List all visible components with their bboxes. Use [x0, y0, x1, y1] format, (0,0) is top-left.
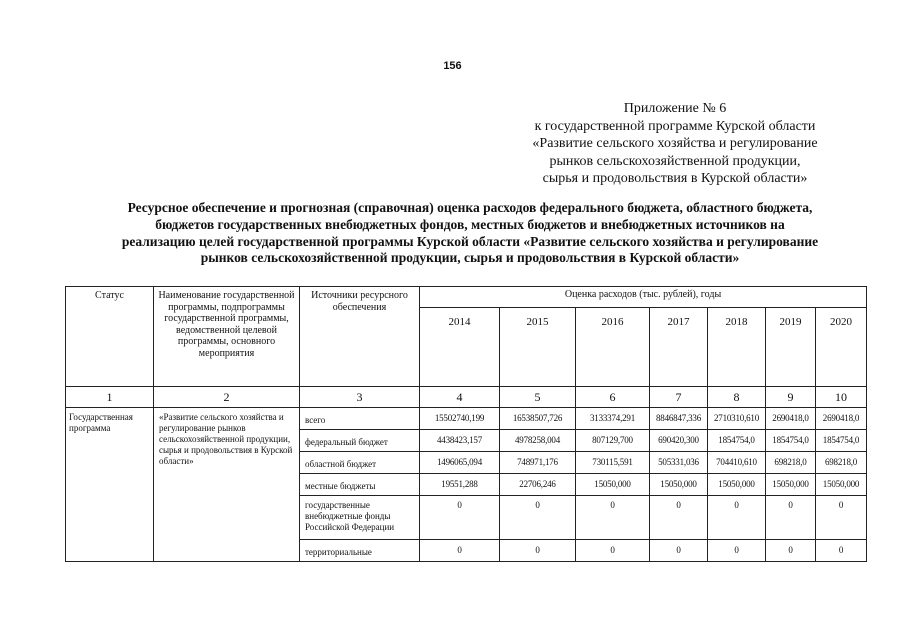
value-cell: 0 — [650, 540, 708, 562]
value-cell: 2690418,0 — [816, 408, 867, 430]
column-number: 1 — [66, 387, 154, 408]
value-cell: 19551,288 — [420, 474, 500, 496]
source-cell: местные бюджеты — [300, 474, 420, 496]
value-cell: 1496065,094 — [420, 452, 500, 474]
source-cell: федеральный бюджет — [300, 430, 420, 452]
value-cell: 698218,0 — [816, 452, 867, 474]
appendix-line: Приложение № 6 — [623, 101, 727, 116]
value-cell: 0 — [816, 540, 867, 562]
value-cell: 4438423,157 — [420, 430, 500, 452]
value-cell: 16538507,726 — [500, 408, 576, 430]
header-year: 2018 — [708, 308, 766, 387]
header-estimate: Оценка расходов (тыс. рублей), годы — [420, 287, 867, 308]
value-cell: 2710310,610 — [708, 408, 766, 430]
value-cell: 15050,000 — [650, 474, 708, 496]
header-name: Наименование государственной программы, подпрограммы государственной программы, ведомственной целевой программы, основного мероприятия — [154, 287, 300, 387]
column-number: 5 — [500, 387, 576, 408]
header-sources: Источники ресурсного обеспечения — [300, 287, 420, 387]
title-line: бюджетов государственных внебюджетных фондов, местных бюджетов и внебюджетных источников на — [155, 216, 785, 232]
value-cell: 807129,700 — [576, 430, 650, 452]
appendix-block — [510, 100, 840, 188]
page-number: 156 — [443, 60, 462, 72]
value-cell: 8846847,336 — [650, 408, 708, 430]
value-cell: 15050,000 — [576, 474, 650, 496]
value-cell: 704410,610 — [708, 452, 766, 474]
title-line: Ресурсное обеспечение и прогнозная (справочная) оценка расходов федерального бюджета, областного бюджета, — [127, 200, 813, 215]
document-title — [60, 200, 880, 267]
value-cell: 0 — [708, 540, 766, 562]
value-cell: 1854754,0 — [708, 430, 766, 452]
value-cell: 0 — [576, 540, 650, 562]
header-year: 2016 — [576, 308, 650, 387]
value-cell: 1854754,0 — [766, 430, 816, 452]
value-cell: 0 — [420, 496, 500, 540]
value-cell: 3133374,291 — [576, 408, 650, 430]
column-number: 10 — [816, 387, 867, 408]
value-cell: 2690418,0 — [766, 408, 816, 430]
value-cell: 505331,036 — [650, 452, 708, 474]
header-year: 2020 — [816, 308, 867, 387]
table-row — [66, 408, 867, 430]
header-status: Статус — [66, 287, 154, 387]
value-cell: 730115,591 — [576, 452, 650, 474]
value-cell: 0 — [766, 540, 816, 562]
value-cell: 0 — [576, 496, 650, 540]
column-number: 8 — [708, 387, 766, 408]
value-cell: 0 — [500, 496, 576, 540]
resource-table — [65, 286, 867, 562]
value-cell: 0 — [650, 496, 708, 540]
value-cell: 1854754,0 — [816, 430, 867, 452]
column-number: 6 — [576, 387, 650, 408]
value-cell: 0 — [420, 540, 500, 562]
value-cell: 698218,0 — [766, 452, 816, 474]
value-cell: 22706,246 — [500, 474, 576, 496]
title-line: реализацию целей государственной программы Курской области «Развитие сельского хозяйства и регулирование — [121, 233, 819, 249]
header-year: 2015 — [500, 308, 576, 387]
column-number: 7 — [650, 387, 708, 408]
value-cell: 15050,000 — [708, 474, 766, 496]
value-cell: 0 — [500, 540, 576, 562]
value-cell: 15050,000 — [816, 474, 867, 496]
status-cell: Государственная программа — [66, 408, 154, 562]
program-name-cell: «Развитие сельского хозяйства и регулирование рынков сельскохозяйственной продукции, сырья и продовольствия в Курской области» — [154, 408, 300, 562]
appendix-line: сырья и продовольствия в Курской области» — [542, 171, 808, 186]
appendix-line: «Развитие сельского хозяйства и регулирование — [532, 136, 818, 151]
source-cell: областной бюджет — [300, 452, 420, 474]
value-cell: 15050,000 — [766, 474, 816, 496]
column-number-row — [66, 387, 867, 408]
value-cell: 0 — [816, 496, 867, 540]
value-cell: 690420,300 — [650, 430, 708, 452]
value-cell: 748971,176 — [500, 452, 576, 474]
source-cell: территориальные — [300, 540, 420, 562]
appendix-line: рынков сельскохозяйственной продукции, — [549, 153, 801, 169]
value-cell: 4978258,004 — [500, 430, 576, 452]
header-year: 2019 — [766, 308, 816, 387]
source-cell: государственные внебюджетные фонды Российской Федерации — [300, 496, 420, 540]
column-number: 3 — [300, 387, 420, 408]
header-year: 2014 — [420, 308, 500, 387]
column-number: 9 — [766, 387, 816, 408]
value-cell: 0 — [766, 496, 816, 540]
value-cell: 15502740,199 — [420, 408, 500, 430]
value-cell: 0 — [708, 496, 766, 540]
appendix-line: к государственной программе Курской области — [534, 118, 816, 134]
source-cell: всего — [300, 408, 420, 430]
column-number: 2 — [154, 387, 300, 408]
header-year: 2017 — [650, 308, 708, 387]
title-line: рынков сельскохозяйственной продукции, сырья и продовольствия в Курской области» — [200, 250, 740, 266]
column-number: 4 — [420, 387, 500, 408]
